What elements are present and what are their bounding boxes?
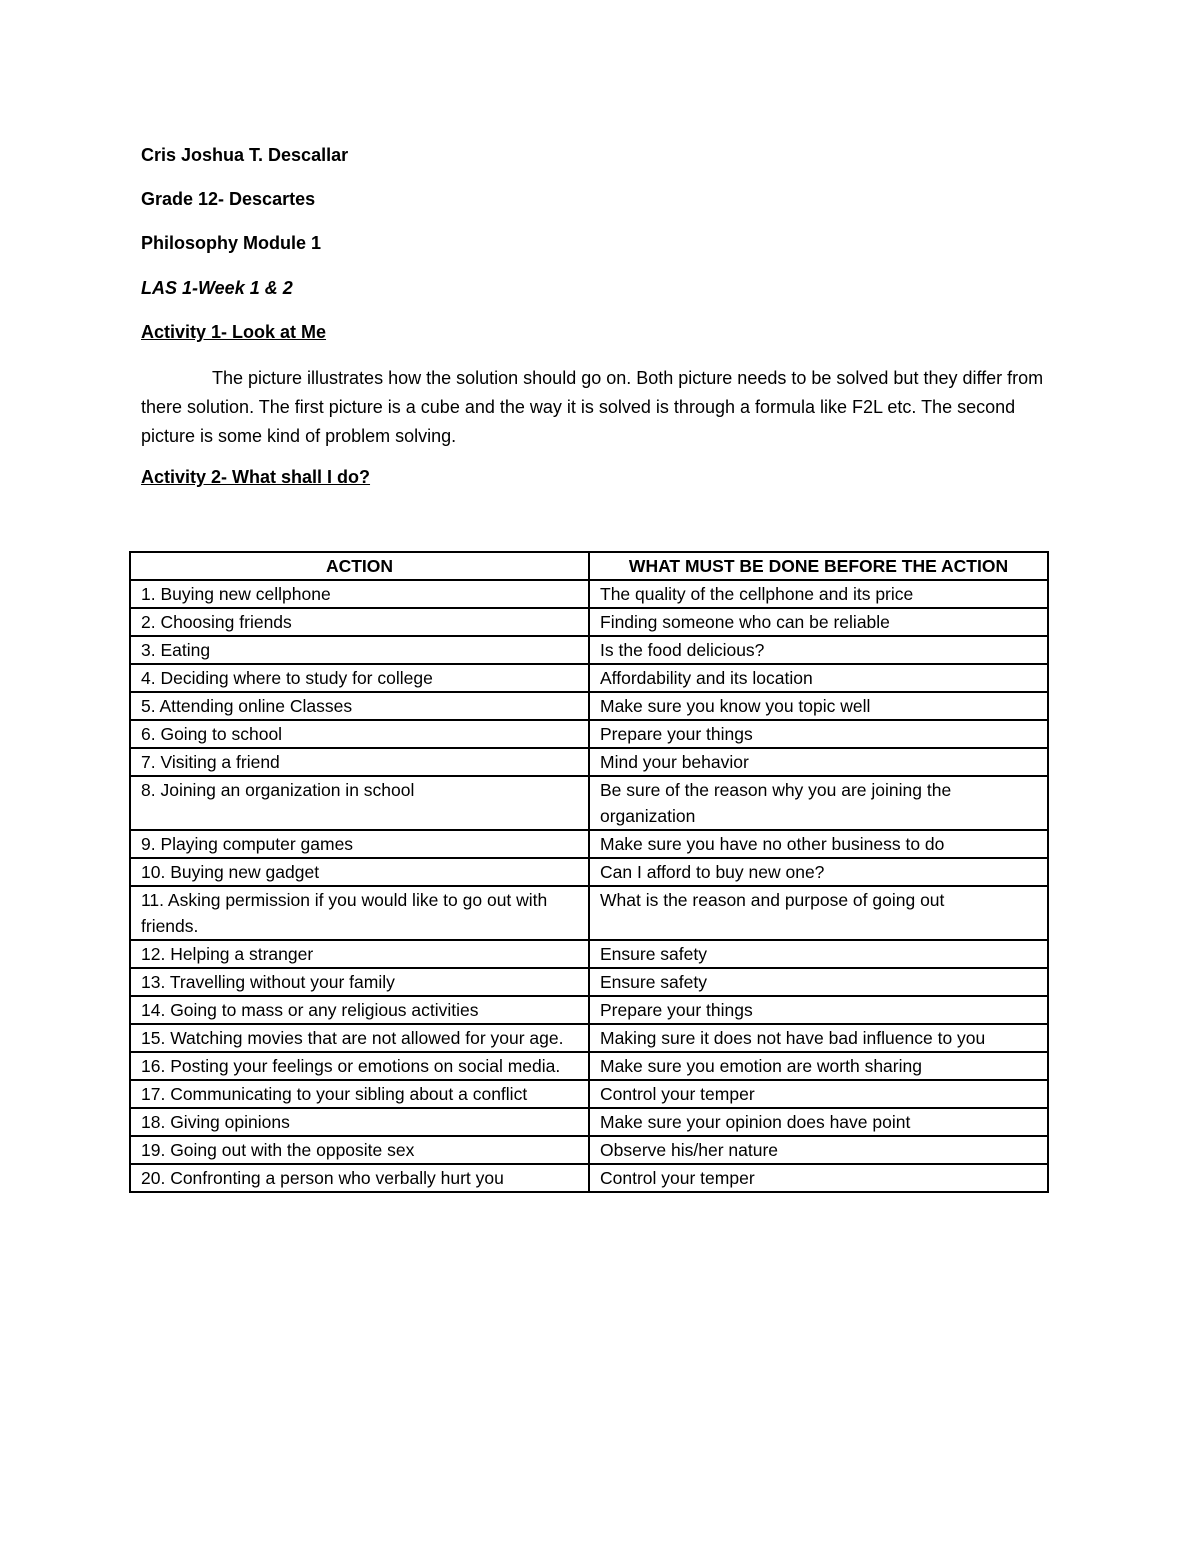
action-cell: 13. Travelling without your family (130, 968, 589, 996)
activity2-title: Activity 2- What shall I do? (141, 467, 371, 487)
before-cell: Making sure it does not have bad influence to you (589, 1024, 1048, 1052)
before-cell: Be sure of the reason why you are joining the organization (589, 776, 1048, 830)
before-cell: Can I afford to buy new one? (589, 858, 1048, 886)
before-cell: Is the food delicious? (589, 636, 1048, 664)
before-cell: Finding someone who can be reliable (589, 608, 1048, 636)
table-row (130, 968, 1048, 996)
before-cell: Prepare your things (589, 996, 1048, 1024)
before-cell: The quality of the cellphone and its price (589, 580, 1048, 608)
las-label: LAS 1-Week 1 & 2 (141, 278, 293, 298)
table-header-row (130, 552, 1048, 580)
table-row (130, 940, 1048, 968)
before-cell: Prepare your things (589, 720, 1048, 748)
action-cell: 16. Posting your feelings or emotions on social media. (130, 1052, 589, 1080)
table-row (130, 1164, 1048, 1192)
activity1-title: Activity 1- Look at Me (141, 322, 327, 342)
student-name: Cris Joshua T. Descallar (141, 145, 349, 165)
header-before-action: WHAT MUST BE DONE BEFORE THE ACTION (589, 552, 1048, 580)
action-cell: 2. Choosing friends (130, 608, 589, 636)
action-cell: 17. Communicating to your sibling about a conflict (130, 1080, 589, 1108)
action-cell: 5. Attending online Classes (130, 692, 589, 720)
before-cell: Control your temper (589, 1164, 1048, 1192)
table-row (130, 1052, 1048, 1080)
table-row (130, 1080, 1048, 1108)
before-cell: Make sure you know you topic well (589, 692, 1048, 720)
action-table (129, 551, 1049, 1193)
table-row (130, 830, 1048, 858)
before-cell: Make sure you emotion are worth sharing (589, 1052, 1048, 1080)
action-cell: 7. Visiting a friend (130, 748, 589, 776)
action-cell: 11. Asking permission if you would like to go out with friends. (130, 886, 589, 940)
table-row (130, 996, 1048, 1024)
table-row (130, 748, 1048, 776)
table-row (130, 692, 1048, 720)
before-cell: Mind your behavior (589, 748, 1048, 776)
action-cell: 12. Helping a stranger (130, 940, 589, 968)
table-row (130, 886, 1048, 940)
before-cell: Observe his/her nature (589, 1136, 1048, 1164)
action-cell: 9. Playing computer games (130, 830, 589, 858)
action-cell: 6. Going to school (130, 720, 589, 748)
before-cell: Make sure you have no other business to do (589, 830, 1048, 858)
table-row (130, 580, 1048, 608)
action-cell: 1. Buying new cellphone (130, 580, 589, 608)
action-cell: 14. Going to mass or any religious activities (130, 996, 589, 1024)
before-cell: Affordability and its location (589, 664, 1048, 692)
header-action: ACTION (130, 552, 589, 580)
table-row (130, 636, 1048, 664)
table-row (130, 1136, 1048, 1164)
action-cell: 18. Giving opinions (130, 1108, 589, 1136)
table-row (130, 608, 1048, 636)
action-cell: 3. Eating (130, 636, 589, 664)
module-title: Philosophy Module 1 (141, 233, 322, 253)
action-cell: 15. Watching movies that are not allowed for your age. (130, 1024, 589, 1052)
grade-section: Grade 12- Descartes (141, 189, 316, 209)
action-cell: 10. Buying new gadget (130, 858, 589, 886)
table-row (130, 720, 1048, 748)
table-row (130, 1024, 1048, 1052)
before-cell: Control your temper (589, 1080, 1048, 1108)
table-row (130, 1108, 1048, 1136)
action-cell: 8. Joining an organization in school (130, 776, 589, 830)
action-cell: 4. Deciding where to study for college (130, 664, 589, 692)
action-cell: 20. Confronting a person who verbally hurt you (130, 1164, 589, 1192)
table-row (130, 858, 1048, 886)
before-cell: What is the reason and purpose of going out (589, 886, 1048, 940)
before-cell: Ensure safety (589, 968, 1048, 996)
action-cell: 19. Going out with the opposite sex (130, 1136, 589, 1164)
before-cell: Make sure your opinion does have point (589, 1108, 1048, 1136)
table-row (130, 776, 1048, 830)
table-row (130, 664, 1048, 692)
activity1-paragraph: The picture illustrates how the solution should go on. Both picture needs to be solved but they differ from there solution. The first picture is a cube and the way it is solved is through a formula like F2L etc. The second picture is some kind of problem solving. (141, 368, 1044, 446)
before-cell: Ensure safety (589, 940, 1048, 968)
